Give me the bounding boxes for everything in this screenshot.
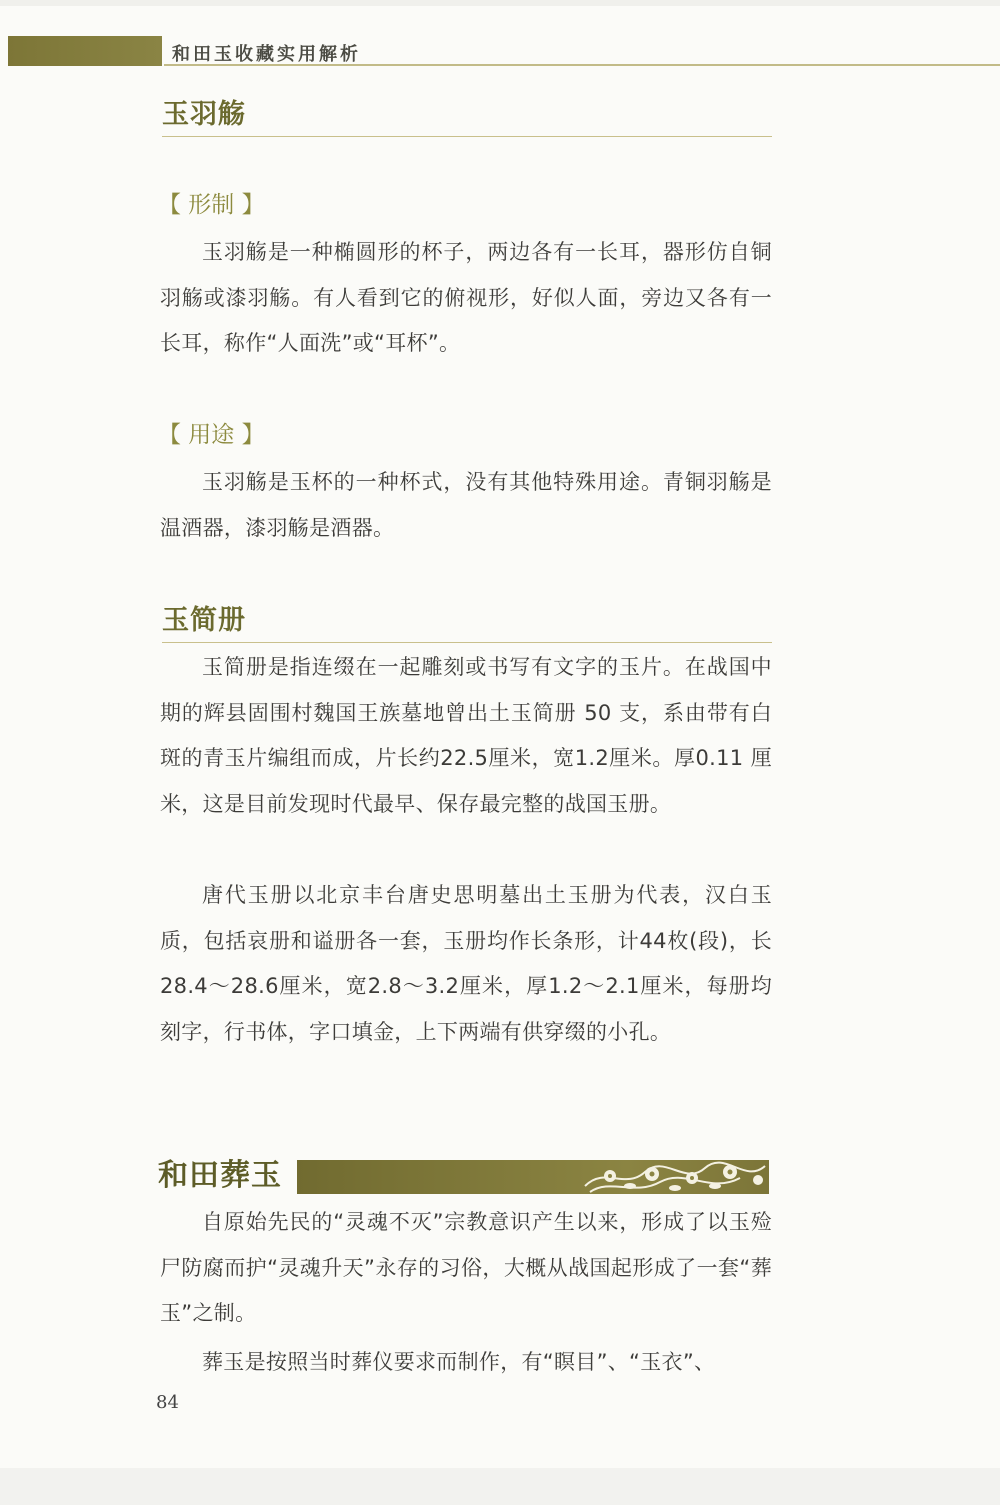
- scan-edge-bottom: [0, 1468, 1000, 1505]
- paragraph-zangyu-2: 葬玉是按照当时葬仪要求而制作，有“瞑目”、“玉衣”、: [202, 1350, 716, 1374]
- section-title-hetian-zangyu: 和田葬玉: [158, 1158, 282, 1193]
- paragraph-yujiance-2: 唐代玉册以北京丰台唐史思明墓出土玉册为代表，汉白玉质，包括哀册和谥册各一套，玉册均作长条形，计44枚(段)，长28.4～28.6厘米，宽2.8～3.2厘米，厚1.2～2.1厘米，每册均刻字，行书体，字口填金，上下两端有供穿缀的小孔。: [160, 883, 772, 1044]
- section-rule: [162, 136, 772, 137]
- paragraph-zangyu-1: 自原始先民的“灵魂不灭”宗教意识产生以来，形成了以玉殓尸防腐而护“灵魂升天”永存的习俗，大概从战国起形成了一套“葬玉”之制。: [160, 1210, 772, 1325]
- paragraph-yujiance-1: 玉简册是指连缀在一起雕刻或书写有文字的玉片。在战国中期的辉县固围村魏国王族墓地曾出土玉简册 50 支，系由带有白斑的青玉片编组而成，片长约22.5厘米，宽1.2厘米。厚0.11 厘米，这是目前发现时代最早、保存最完整的战国玉册。: [160, 655, 772, 816]
- running-header: 和田玉收藏实用解析: [172, 44, 361, 65]
- section-title-yujiance: 玉简册: [162, 605, 246, 636]
- subhead-form: 【 形制 】: [158, 192, 265, 218]
- page-number: 84: [156, 1392, 179, 1413]
- subhead-use: 【 用途 】: [158, 422, 265, 448]
- section-rule: [162, 642, 772, 643]
- paragraph-form: 玉羽觞是一种椭圆形的杯子，两边各有一长耳，器形仿自铜羽觞或漆羽觞。有人看到它的俯视形，好似人面，旁边又各有一长耳，称作“人面洗”或“耳杯”。: [160, 240, 772, 355]
- scan-edge-top: [0, 0, 1000, 6]
- header-accent-bar: [8, 36, 162, 66]
- section-title-yuyushang: 玉羽觞: [162, 99, 246, 130]
- floral-ornament-icon: [580, 1156, 770, 1196]
- paragraph-use: 玉羽觞是玉杯的一种杯式，没有其他特殊用途。青铜羽觞是温酒器，漆羽觞是酒器。: [160, 470, 772, 540]
